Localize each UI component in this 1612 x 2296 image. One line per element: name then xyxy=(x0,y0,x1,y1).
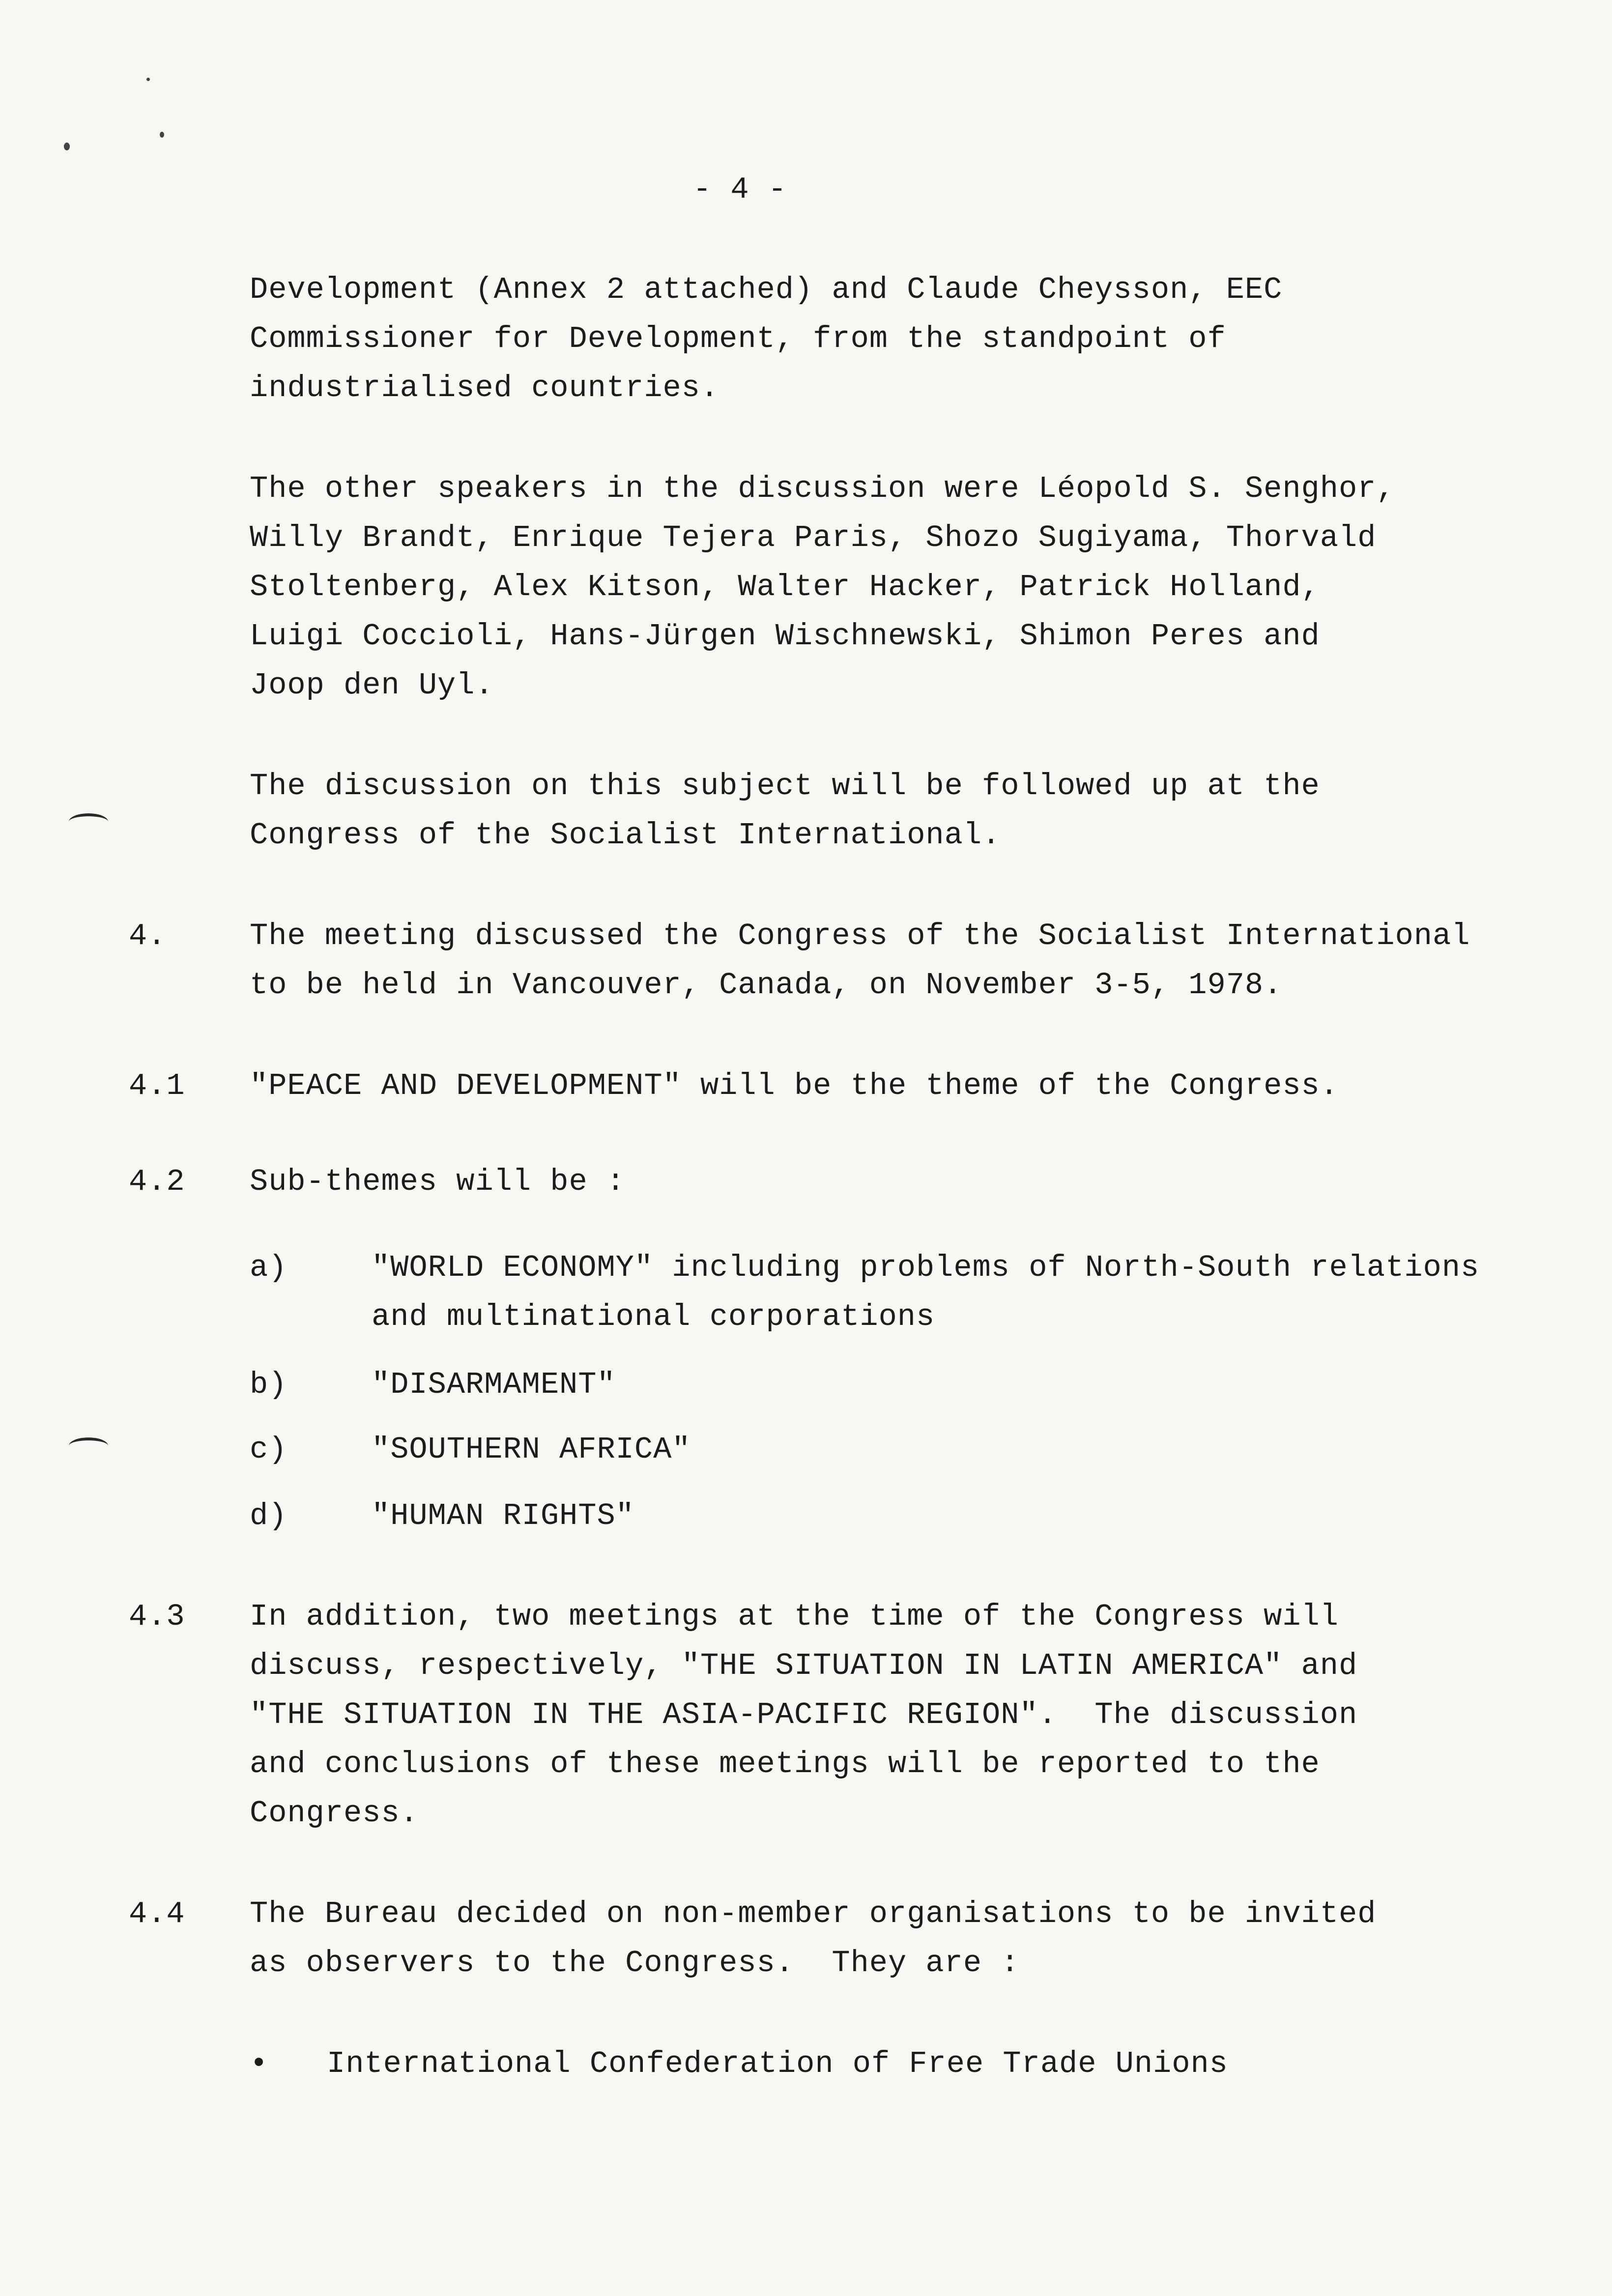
section-line: The meeting discussed the Congress of the Socialist International xyxy=(250,918,1470,953)
section-line: "THE SITUATION IN THE ASIA-PACIFIC REGION". The discussion xyxy=(250,1697,1358,1732)
intro-line: Commissioner for Development, from the standpoint of xyxy=(250,321,1226,356)
section-line: to be held in Vancouver, Canada, on November 3-5, 1978. xyxy=(250,968,1283,1003)
section-number: 4. xyxy=(129,918,167,953)
speakers-line: Joop den Uyl. xyxy=(250,668,494,703)
page-number: - 4 - xyxy=(693,172,787,207)
observer-item: International Confederation of Free Trade Unions xyxy=(327,2046,1228,2081)
punch-hole-mark xyxy=(69,813,108,830)
speakers-line: Luigi Coccioli, Hans-Jürgen Wischnewski, Shimon Peres and xyxy=(250,619,1320,654)
followup-line: Congress of the Socialist International. xyxy=(250,818,1001,853)
sub-theme-line: "HUMAN RIGHTS" xyxy=(372,1498,634,1533)
sub-theme-label: d) xyxy=(250,1498,288,1533)
sub-theme-label: a) xyxy=(250,1250,288,1285)
sub-theme-line: "DISARMAMENT" xyxy=(372,1367,616,1402)
speakers-line: Willy Brandt, Enrique Tejera Paris, Shozo Sugiyama, Thorvald xyxy=(250,520,1377,555)
section-line: In addition, two meetings at the time of the Congress will xyxy=(250,1599,1339,1634)
section-number: 4.3 xyxy=(129,1599,185,1634)
intro-line: industrialised countries. xyxy=(250,371,720,405)
sub-theme-line: "WORLD ECONOMY" including problems of North-South relations xyxy=(372,1250,1480,1285)
scan-speck xyxy=(146,78,150,81)
section-line: discuss, respectively, "THE SITUATION IN LATIN AMERICA" and xyxy=(250,1648,1358,1683)
sub-theme-line: "SOUTHERN AFRICA" xyxy=(372,1432,691,1467)
section-line: and conclusions of these meetings will be reported to the xyxy=(250,1747,1320,1781)
speakers-line: Stoltenberg, Alex Kitson, Walter Hacker, Patrick Holland, xyxy=(250,570,1320,604)
intro-line: Development (Annex 2 attached) and Claude Cheysson, EEC xyxy=(250,272,1283,307)
speakers-line: The other speakers in the discussion were Léopold S. Senghor, xyxy=(250,471,1395,506)
sub-theme-label: b) xyxy=(250,1367,288,1402)
section-line: Congress. xyxy=(250,1796,419,1831)
punch-hole-mark xyxy=(69,1437,108,1454)
section-line: Sub-themes will be : xyxy=(250,1164,626,1199)
sub-theme-label: c) xyxy=(250,1432,288,1467)
observer-bullet: • xyxy=(250,2046,269,2081)
section-number: 4.2 xyxy=(129,1164,185,1199)
section-number: 4.1 xyxy=(129,1068,185,1103)
section-line: The Bureau decided on non-member organisations to be invited xyxy=(250,1896,1377,1931)
section-line: as observers to the Congress. They are : xyxy=(250,1946,1020,1980)
scan-speck xyxy=(160,132,164,138)
section-number: 4.4 xyxy=(129,1896,185,1931)
sub-theme-line: and multinational corporations xyxy=(372,1299,935,1334)
followup-line: The discussion on this subject will be followed up at the xyxy=(250,769,1320,804)
section-line: "PEACE AND DEVELOPMENT" will be the theme of the Congress. xyxy=(250,1068,1339,1103)
scan-speck xyxy=(64,143,70,150)
